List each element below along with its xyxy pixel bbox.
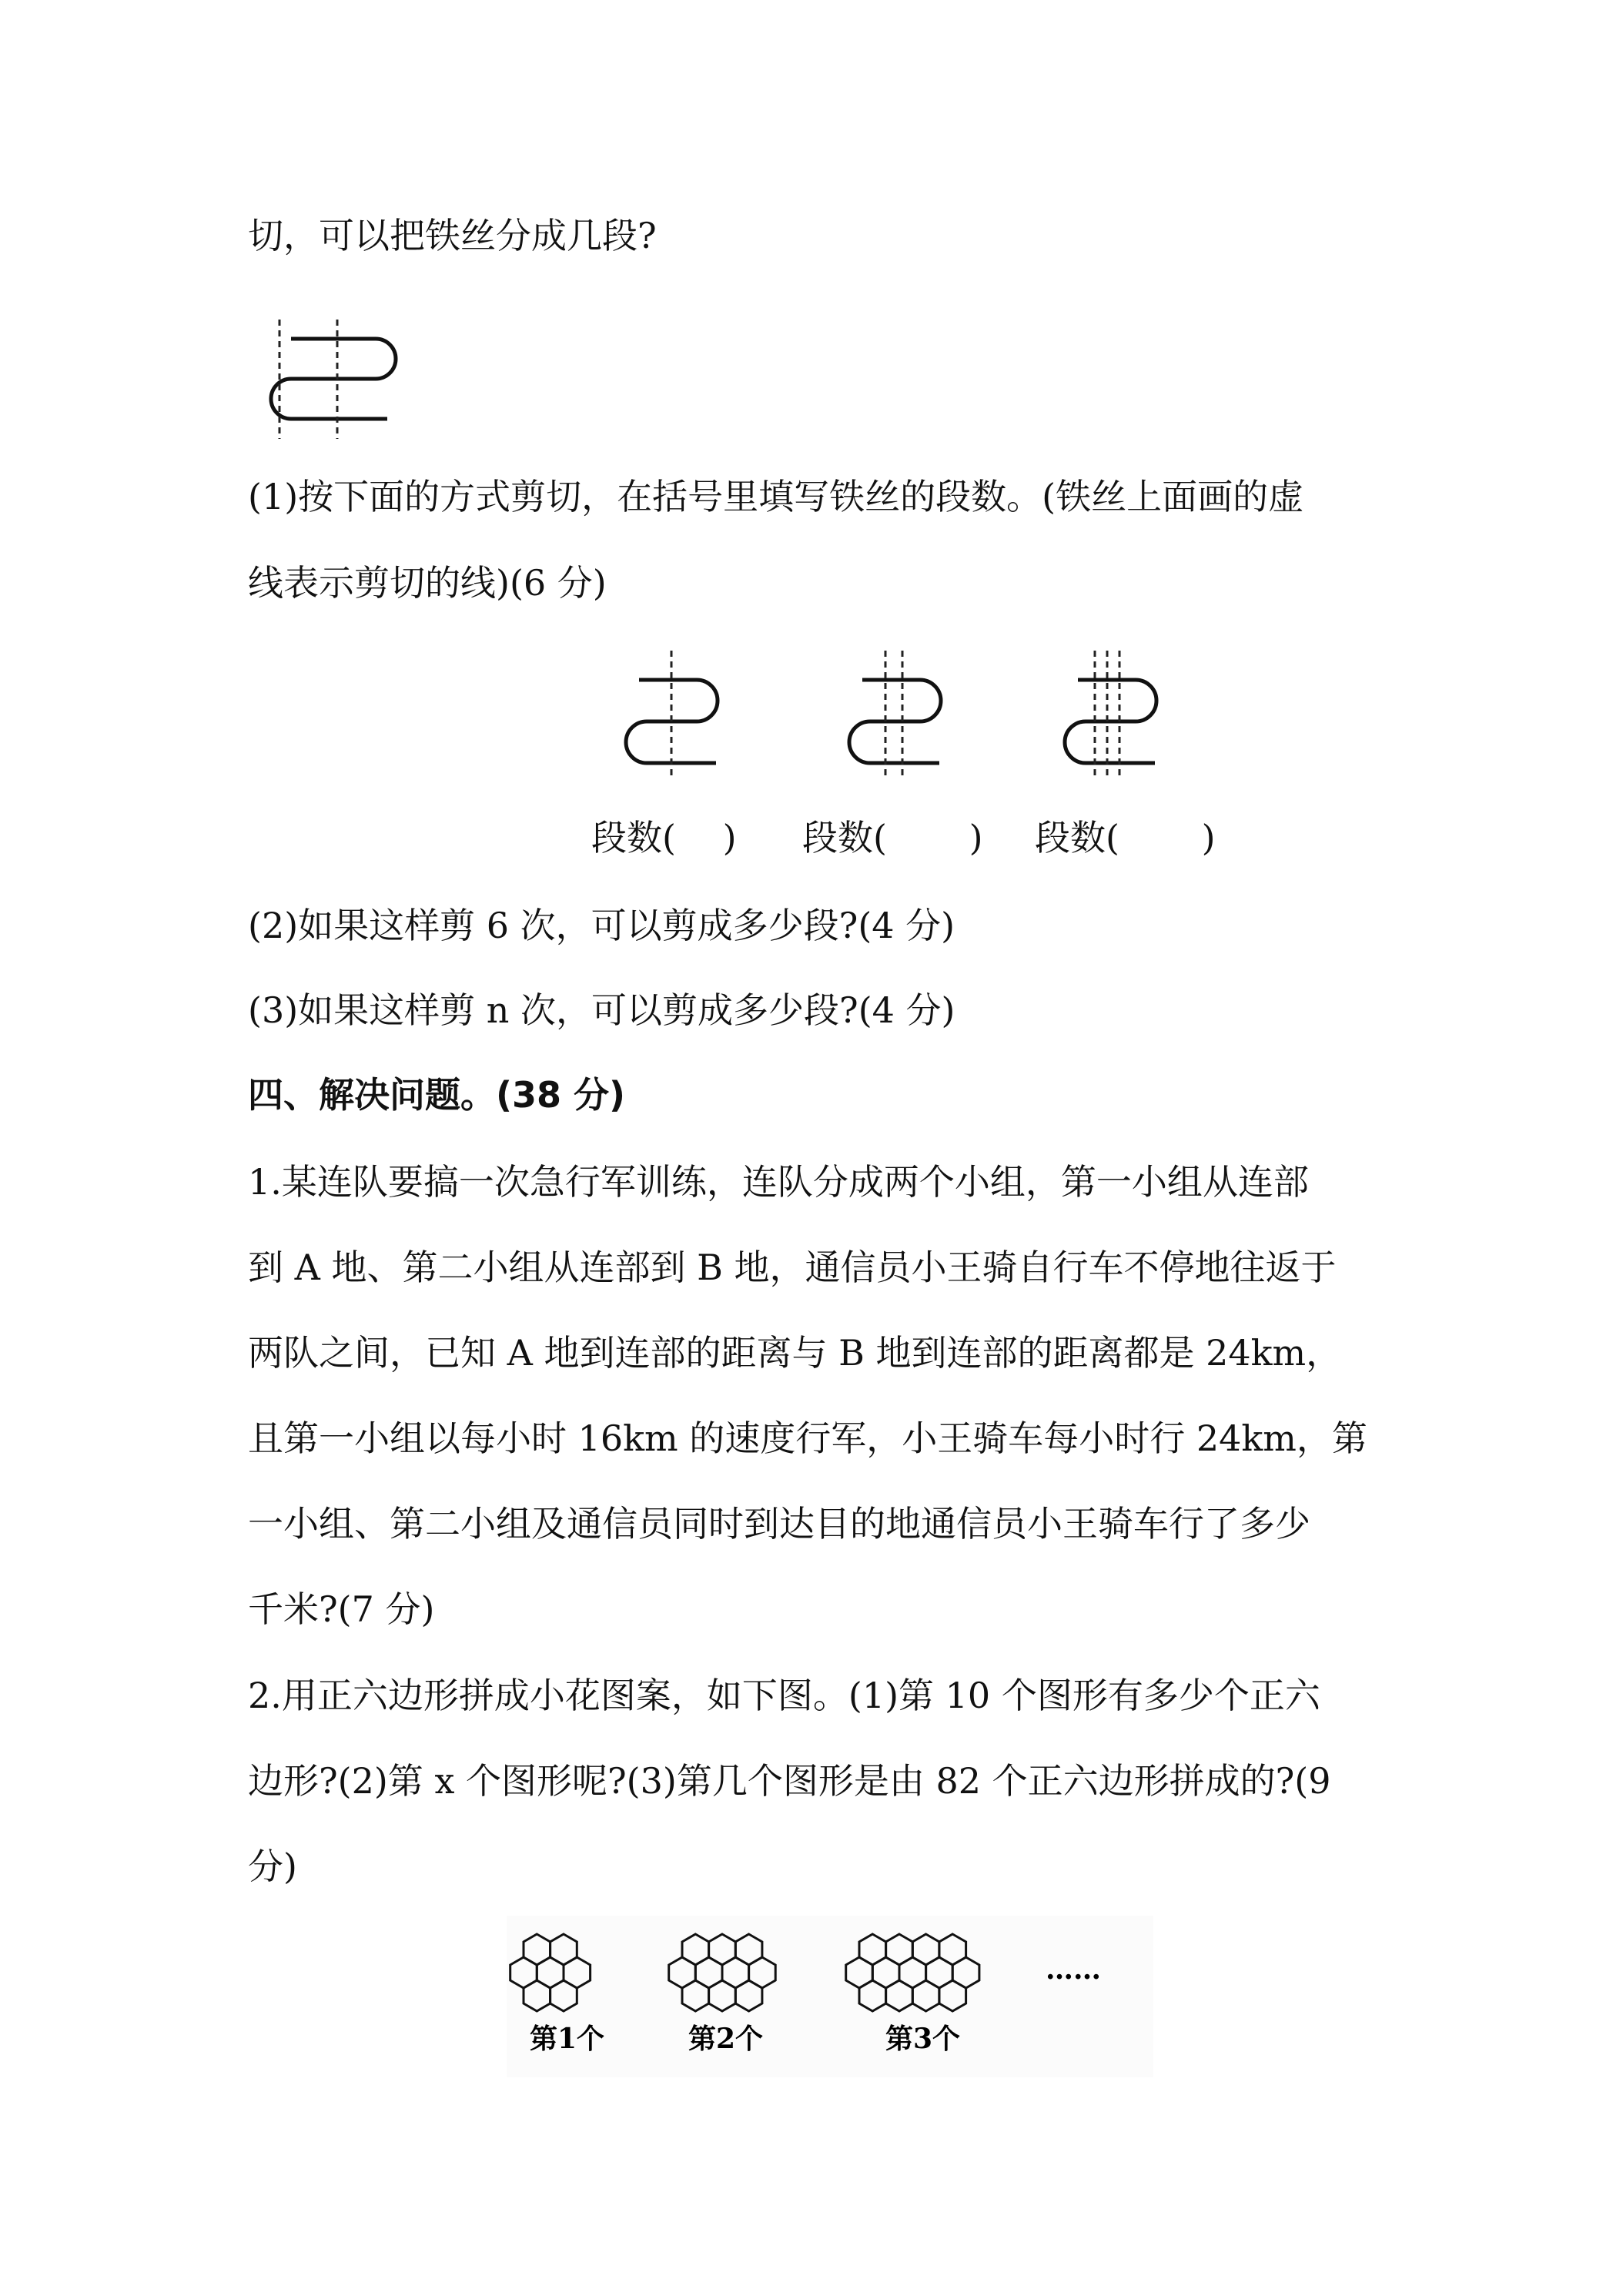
text-line-2: (1)按下面的方式剪切，在括号里填写铁丝的段数。(铁丝上面画的虚 [248,476,1304,517]
answer-blank-2: 段数( ) [802,817,983,858]
q2-line-1: 2.用正六边形拼成小花图案，如下图。(1)第 10 个图形有多少个正六 [248,1675,1320,1716]
wire-figure-2 [839,643,970,778]
wire-figure-1 [616,643,747,778]
text-line-4: (2)如果这样剪 6 次，可以剪成多少段?(4 分) [248,905,955,946]
text-line-1: 切，可以把铁丝分成几段? [248,215,657,256]
wire-figure-top [245,316,414,439]
q2-line-3: 分) [248,1846,297,1887]
hexagon-flower-figure [507,1916,1153,2077]
q2-line-2: 边形?(2)第 x 个图形呢?(3)第几个图形是由 82 个正六边形拼成的?(9 [248,1760,1331,1802]
section-heading: 四、解决问题。(38 分) [248,1074,626,1116]
hex-ellipsis: …… [1046,1953,1101,1986]
q1-line-6: 千米?(7 分) [248,1588,435,1630]
q1-line-5: 一小组、第二小组及通信员同时到达目的地通信员小王骑车行了多少 [248,1503,1310,1545]
text-line-3: 线表示剪切的线)(6 分) [248,562,607,604]
q1-line-2: 到 A 地、第二小组从连部到 B 地，通信员小王骑自行车不停地往返于 [248,1247,1337,1288]
wire-figure-3 [1055,643,1186,778]
hex-label-3: 第3个 [885,2023,961,2055]
text-line-5: (3)如果这样剪 n 次，可以剪成多少段?(4 分) [248,989,955,1031]
hex-label-1: 第1个 [530,2023,605,2055]
answer-blank-3: 段数( ) [1035,817,1216,858]
answer-blank-1: 段数( ) [591,817,737,858]
hex-label-2: 第2个 [688,2023,764,2055]
q1-line-3: 两队之间，已知 A 地到连部的距离与 B 地到连部的距离都是 24km， [248,1332,1342,1374]
q1-line-1: 1.某连队要搞一次急行军训练，连队分成两个小组，第一小组从连部 [248,1161,1309,1203]
q1-line-4: 且第一小组以每小时 16km 的速度行军，小王骑车每小时行 24km，第 [248,1417,1367,1459]
